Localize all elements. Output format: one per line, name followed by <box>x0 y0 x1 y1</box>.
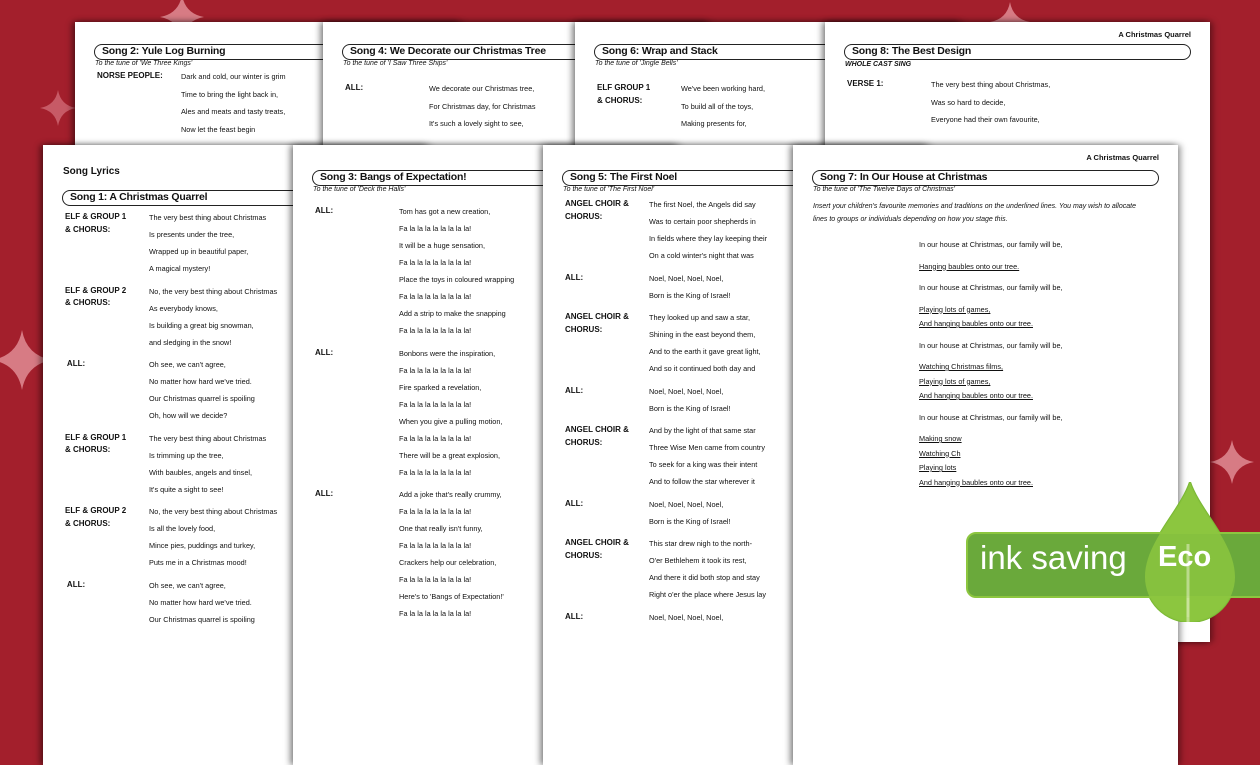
ink-saving-label: ink saving <box>980 539 1127 576</box>
role-label: ANGEL CHOIR & CHORUS: <box>565 425 629 447</box>
lyric-line: To build all of the toys, <box>681 101 754 111</box>
lyric-line: Our Christmas quarrel is spoiling <box>149 394 255 403</box>
lyric-line: And so it continued both day and <box>649 364 756 373</box>
song-title: Song 1: A Christmas Quarrel <box>70 191 208 203</box>
lyric-line: It's such a lovely sight to see, <box>429 119 524 128</box>
song-title: Song 5: The First Noel <box>570 171 678 183</box>
lyric-line: Wrapped up in beautiful paper, <box>149 247 249 256</box>
role-label: ANGEL CHOIR & CHORUS: <box>565 538 629 560</box>
role-label: ANGEL CHOIR & CHORUS: <box>565 312 629 334</box>
song-title: Song 7: In Our House at Christmas <box>820 171 988 183</box>
lyric-line: Here's to 'Bangs of Expectation!' <box>399 592 504 601</box>
lyric-line: Was so hard to decide, <box>931 97 1006 107</box>
lyric-line: One that really isn't funny, <box>399 524 483 533</box>
lyric-line: Add a joke that's really crummy, <box>399 490 502 499</box>
page-header: A Christmas Quarrel <box>1086 153 1159 162</box>
lyric-line: Puts me in a Christmas mood! <box>149 558 247 567</box>
lyric-line: Our Christmas quarrel is spoiling <box>149 614 255 624</box>
tune-note: To the tune of 'Deck the Halls' <box>313 186 406 193</box>
lyric-line: Noel, Noel, Noel, Noel, <box>649 273 724 283</box>
eco-label: Eco <box>1158 541 1212 573</box>
lyric-line: Fa la la la la la la la la! <box>399 609 472 618</box>
lyric-line: Making snow <box>919 434 962 443</box>
lyric-line: Fa la la la la la la la la! <box>399 541 472 550</box>
lyric-line: Playing lots <box>919 463 957 472</box>
song-title: Song 3: Bangs of Expectation! <box>320 171 467 183</box>
role-label: ELF & GROUP 2 & CHORUS: <box>65 506 127 528</box>
role-label: ALL: <box>345 83 364 92</box>
lyric-line: Watching Christmas films, <box>919 362 1004 371</box>
lyric-line: They looked up and saw a star, <box>649 313 751 322</box>
lyric-line: Fa la la la la la la la la! <box>399 575 472 584</box>
lyric-line: Playing lots of games, <box>919 376 991 386</box>
lyric-line: No matter how hard we've tried. <box>149 597 252 607</box>
role-label: ALL: <box>565 385 584 395</box>
sparkle-icon <box>1210 440 1254 484</box>
lyric-line: The very best thing about Christmas, <box>931 80 1051 89</box>
lyric-line: No, the very best thing about Christmas <box>149 507 278 516</box>
role-label: ALL: <box>315 206 334 215</box>
page-header: A Christmas Quarrel <box>1118 30 1191 39</box>
lyric-line: For Christmas day, for Christmas <box>429 101 536 111</box>
role-label: ALL: <box>315 347 334 357</box>
lyric-line: Watching Ch <box>919 448 961 458</box>
lyric-line: Everyone had their own favourite, <box>931 115 1040 124</box>
lyric-line: No, the very best thing about Christmas <box>149 286 278 296</box>
lyric-line: and sledging in the snow! <box>149 337 232 347</box>
tune-note: To the tune of 'We Three Kings' <box>95 60 193 67</box>
tune-note: To the tune of 'Jingle Bells' <box>595 60 678 67</box>
role-label: ELF GROUP 1 & CHORUS: <box>597 83 651 105</box>
song-title: Song 4: We Decorate our Christmas Tree <box>350 45 546 57</box>
lyric-line: With baubles, angels and tinsel, <box>149 467 253 477</box>
lyric-line: Was to certain poor shepherds in <box>649 217 756 226</box>
tune-note: WHOLE CAST SING <box>845 61 912 68</box>
lyric-line: Add a strip to make the snapping <box>399 309 506 318</box>
role-label: ALL: <box>65 579 86 589</box>
lyric-line: Hanging baubles onto our tree. <box>919 261 1020 271</box>
lyric-line: And hanging baubles onto our tree. <box>919 391 1033 400</box>
lyric-line: A magical mystery! <box>149 264 211 273</box>
lyric-line: Is building a great big snowman, <box>149 320 254 330</box>
lyric-line: Oh, how will we decide? <box>149 411 228 420</box>
lyric-line: In our house at Christmas, our family will be, <box>919 412 1063 422</box>
lyric-line: Shining in the east beyond them, <box>649 330 756 339</box>
lyric-line: Fa la la la la la la la la! <box>399 507 472 516</box>
lyric-line: Playing lots of games, <box>919 304 991 314</box>
lyric-line: And by the light of that same star <box>649 426 756 435</box>
role-label: ANGEL CHOIR & CHORUS: <box>565 199 629 221</box>
lyric-line: Tom has got a new creation, <box>399 207 491 216</box>
song-title-box <box>844 44 1191 60</box>
lyric-line: We decorate our Christmas tree, <box>429 84 535 93</box>
lyric-line: No matter how hard we've tried. <box>149 377 252 386</box>
lyric-line: Three Wise Men came from country <box>649 443 765 452</box>
tune-note: To the tune of 'The First Noel' <box>563 186 655 193</box>
lyric-line: And there it did both stop and stay <box>649 573 760 582</box>
lyric-line: Fa la la la la la la la la! <box>399 365 472 375</box>
song-title-box <box>812 170 1159 186</box>
lyric-line: Is trimming up the tree, <box>149 450 224 460</box>
lyric-line: Born is the King of Israel! <box>649 290 731 300</box>
lyric-line: Noel, Noel, Noel, Noel, <box>649 612 724 622</box>
lyric-line: And to follow the star wherever it <box>649 477 755 486</box>
lyric-line: Noel, Noel, Noel, Noel, <box>649 386 724 396</box>
lyric-line: There will be a great explosion, <box>399 450 500 460</box>
role-label: ELF & GROUP 1 & CHORUS: <box>65 212 127 234</box>
lyric-line: Making presents for, <box>681 119 747 128</box>
lyric-line: Fa la la la la la la la la! <box>399 399 472 409</box>
lyric-line: Crackers help our celebration, <box>399 558 497 567</box>
instructions-note: Insert your children's favourite memories and traditions on the underlined lines. You may wish to allocate lines to groups or individuals depending on how you stage this. <box>813 203 1136 223</box>
lyric-line: In our house at Christmas, our family will be, <box>919 240 1063 249</box>
song-title: Song 2: Yule Log Burning <box>102 45 226 57</box>
tune-note: To the tune of 'The Twelve Days of Christmas' <box>813 186 955 193</box>
lyric-line: On a cold winter's night that was <box>649 251 754 260</box>
role-label: NORSE PEOPLE: <box>97 71 163 80</box>
role-label: VERSE 1: <box>847 79 884 88</box>
role-label: ALL: <box>565 498 584 508</box>
lyric-line: Is all the lovely food, <box>149 524 216 533</box>
lyric-line: Now let the feast begin <box>181 124 256 134</box>
lyric-line: And to the earth it gave great light, <box>649 347 761 356</box>
role-label: ALL: <box>565 611 584 621</box>
lyric-line: To seek for a king was their intent <box>649 460 758 469</box>
lyric-line: Dark and cold, our winter is grim <box>181 72 286 81</box>
lyric-line: In our house at Christmas, our family will be, <box>919 283 1063 292</box>
lyric-line: Fire sparked a revelation, <box>399 382 482 392</box>
lyric-line: Fa la la la la la la la la! <box>399 224 472 233</box>
lyric-line: We've been working hard, <box>681 84 766 93</box>
role-label: ALL: <box>65 359 86 368</box>
lyric-line: Fa la la la la la la la la! <box>399 326 472 335</box>
lyric-line: The very best thing about Christmas <box>149 433 267 443</box>
role-label: ALL: <box>315 489 334 498</box>
lyric-line: Fa la la la la la la la la! <box>399 433 472 443</box>
sparkle-icon <box>40 90 76 126</box>
lyric-line: Mince pies, puddings and turkey, <box>149 541 256 550</box>
lyric-line: As everybody knows, <box>149 303 218 313</box>
role-label: ALL: <box>565 272 584 282</box>
lyric-line: And hanging baubles onto our tree. <box>919 477 1033 487</box>
lyric-line: And hanging baubles onto our tree. <box>919 319 1033 328</box>
lyric-line: Born is the King of Israel! <box>649 403 731 413</box>
lyric-line: Right o'er the place where Jesus lay <box>649 590 766 599</box>
lyric-line: Fa la la la la la la la la! <box>399 292 472 301</box>
lyrics-page-song7 <box>793 145 1178 765</box>
lyric-line: Oh see, we can't agree, <box>149 580 226 590</box>
lyric-line: The very best thing about Christmas <box>149 213 267 222</box>
tune-note: To the tune of 'I Saw Three Ships' <box>343 60 448 67</box>
lyric-line: Ales and meats and tasty treats, <box>181 107 286 116</box>
lyric-line: O'er Bethlehem it took its rest, <box>649 556 747 565</box>
song-title: Song 6: Wrap and Stack <box>602 45 718 57</box>
song-title: Song 8: The Best Design <box>852 45 972 57</box>
lyric-line: Oh see, we can't agree, <box>149 360 226 369</box>
lyric-line: This star drew nigh to the north- <box>649 539 753 548</box>
lyric-line: The first Noel, the Angels did say <box>649 200 756 209</box>
lyric-line: Is presents under the tree, <box>149 230 235 239</box>
lyric-line: It's quite a sight to see! <box>149 484 224 494</box>
lyric-line: Noel, Noel, Noel, Noel, <box>649 499 724 509</box>
lyric-line: Time to bring the light back in, <box>181 89 279 99</box>
lyric-line: In our house at Christmas, our family will be, <box>919 340 1063 350</box>
lyric-line: Fa la la la la la la la la! <box>399 467 472 477</box>
lyric-line: Bonbons were the inspiration, <box>399 348 496 358</box>
role-label: ELF & GROUP 1 & CHORUS: <box>65 432 127 454</box>
lyric-line: When you give a pulling motion, <box>399 416 503 426</box>
lyric-line: It will be a huge sensation, <box>399 241 485 250</box>
lyric-line: Born is the King of Israel! <box>649 516 731 526</box>
role-label: ELF & GROUP 2 & CHORUS: <box>65 285 127 307</box>
section-heading: Song Lyrics <box>63 166 120 177</box>
lyric-line: In fields where they lay keeping their <box>649 234 768 243</box>
lyric-line: Place the toys in coloured wrapping <box>399 275 515 284</box>
lyric-line: Fa la la la la la la la la! <box>399 258 472 267</box>
